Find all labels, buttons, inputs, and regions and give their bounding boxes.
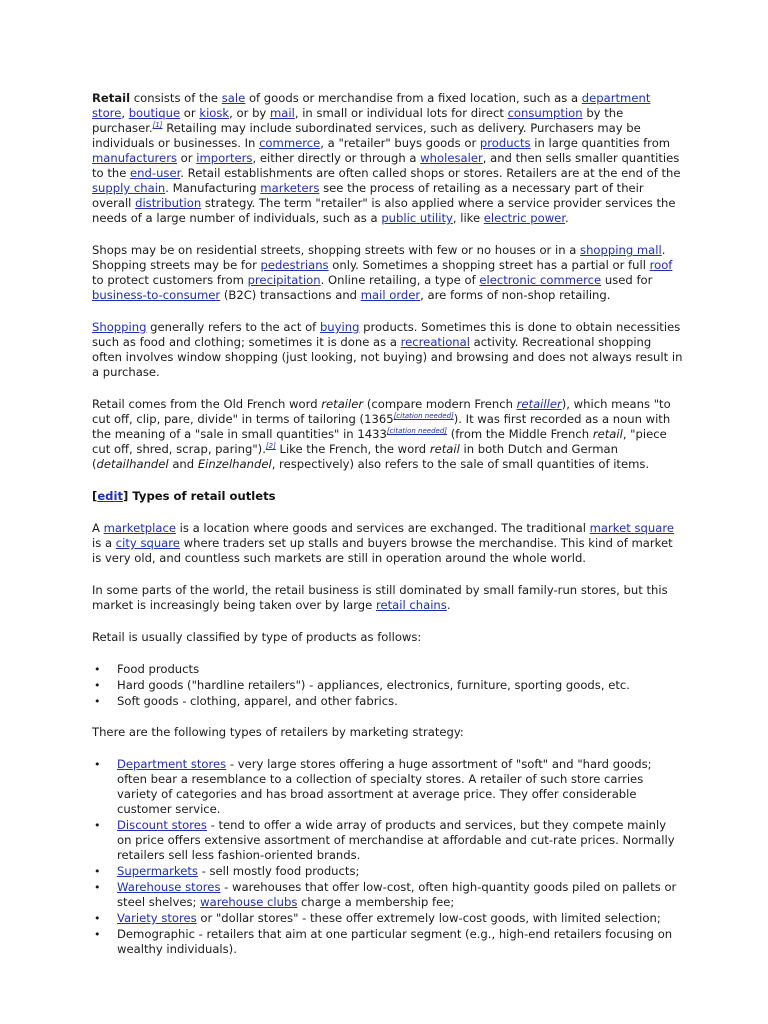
list-item-text: - very large stores offering a huge assortment of "soft" and "hard goods; often bear a resemblance to a collection of specialty stores. A retailer of such store carries variety of categories and has broad assortment at average price. They offer considerable customer service. [117,757,652,816]
text: or [180,106,200,120]
link-department-store[interactable]: department store [92,91,651,120]
link-precipitation[interactable]: precipitation [247,273,321,287]
link-wholesaler[interactable]: wholesaler [420,151,483,165]
paragraph-shops [92,243,684,303]
text: by the purchaser. [92,106,624,135]
text: Retailing may include subordinated services, such as delivery. Purchasers may be individuals or businesses. In [92,121,641,150]
text: . Shopping streets may be for [92,243,666,272]
link-retailler[interactable]: retailler [516,397,562,411]
text: of goods or merchandise from a fixed location, such as a [245,91,582,105]
bracket-close: ] [123,489,129,503]
bullet-icon: • [94,819,101,832]
link-variety-stores[interactable]: Variety stores [117,911,197,925]
list-item-text: Soft goods - clothing, apparel, and other fabrics. [117,694,398,708]
bullet-icon: • [94,865,101,878]
text: used for [601,273,653,287]
text: . [565,211,569,225]
text: . Online retailing, a type of [320,273,480,287]
link-discount-stores[interactable]: Discount stores [117,818,207,832]
text: (B2C) transactions and [220,288,361,302]
link-manufacturers[interactable]: manufacturers [92,151,177,165]
paragraph-retail-chains [92,583,684,613]
text: A [92,521,104,535]
link-end-user[interactable]: end-user [130,166,181,180]
bullet-icon: • [94,663,101,676]
text: , a "retailer" buys goods or [320,136,480,150]
list-item-text: charge a membership fee; [297,895,455,909]
link-supermarkets[interactable]: Supermarkets [117,864,198,878]
list-item-text: Demographic - retailers that aim at one particular segment (e.g., high-end retailers focusing on wealthy individuals). [117,927,673,956]
link-buying[interactable]: buying [319,320,360,334]
link-shopping[interactable]: Shopping [92,320,147,334]
link-boutique[interactable]: boutique [128,106,181,120]
bracket-open: [ [92,489,98,503]
text: generally refers to the act of [146,320,320,334]
reference-2 [266,442,276,450]
text: (from the Middle French [447,427,593,441]
text: in both Dutch and German ( [92,442,618,471]
paragraph-strategy-intro: There are the following types of retailers by marketing strategy: [92,725,464,739]
text: in large quantities from [530,136,671,150]
text: activity. Recreational shopping often involves window shopping (just looking, not buying) and browsing and does not always result in a purchase. [92,335,683,379]
text: or [177,151,197,165]
reference-1 [153,121,163,129]
link-marketers[interactable]: marketers [260,181,320,195]
text: , in small or individual lots for direct [294,106,508,120]
bullet-icon: • [94,912,101,925]
term-detailhandel: detailhandel [96,457,169,471]
list-item [92,757,684,817]
text: . Manufacturing [165,181,261,195]
term-retail: Retail [92,91,131,105]
text: , like [452,211,484,225]
list-item [92,880,684,910]
list-item-text: - tend to offer a wide array of products and services, but they compete mainly on price offers extensive assortment of merchandise at affordable and cut-rate prices. Normally retailers sell less fashion-oriented brands. [117,818,675,862]
list-item [92,678,684,693]
edit-link[interactable]: edit [97,489,123,503]
list-item [92,662,684,677]
text: and [168,457,198,471]
list-item [92,927,684,957]
text: see the process of retailing as a necessary part of their overall [92,181,644,210]
link-commerce[interactable]: commerce [259,136,321,150]
link-distribution[interactable]: distribution [135,196,202,210]
text: strategy. The term "retailer" is also applied where a service provider services the needs of a large number of individuals, such as a [92,196,676,225]
text: to protect customers from [92,273,248,287]
link-pedestrians[interactable]: pedestrians [260,258,329,272]
link-importers[interactable]: importers [196,151,253,165]
text: , either directly or through a [252,151,421,165]
reference-link-1[interactable]: [1] [152,121,163,129]
bullet-icon: • [94,928,101,941]
list-item-text: or "dollar stores" - these offer extremely low-cost goods, with limited selection; [196,911,661,925]
text: consists of the [130,91,222,105]
reference-link-2[interactable]: [2] [265,442,276,450]
text: . Retail establishments are often called shops or stores. Retailers are at the end of the [180,166,681,180]
text: products. Sometimes this is done to obtain necessities such as food and clothing; sometimes it is done as a [92,320,681,349]
citation-needed-2 [387,427,447,435]
link-mail-order[interactable]: mail order [360,288,421,302]
text: , and then sells smaller quantities to the [92,151,680,180]
article-body [92,91,684,973]
text: , or by [229,106,270,120]
citation-needed-1 [394,412,454,420]
bullet-icon: • [94,881,101,894]
link-consumption[interactable]: consumption [507,106,583,120]
link-supply-chain[interactable]: supply chain [92,181,166,195]
link-products[interactable]: products [479,136,531,150]
product-type-list [92,662,684,709]
paragraph-intro [92,91,684,226]
text: , are forms of non-shop retailing. [420,288,611,302]
strategy-list [92,757,684,957]
list-item-text: - sell mostly food products; [197,864,360,878]
list-item [92,818,684,863]
text: ), which means "to cut off, clip, pare, divide" in terms of tailoring (1365 [92,397,671,426]
section-title: Types of retail outlets [128,489,276,503]
text: Retail comes from the Old French word [92,397,322,411]
link-market-square[interactable]: market square [589,521,674,535]
citation-needed-link-1[interactable]: [citation needed] [393,412,454,420]
link-department-stores[interactable]: Department stores [117,757,227,771]
bullet-icon: • [94,695,101,708]
text: is a location where goods and services are exchanged. The traditional [175,521,590,535]
link-recreational[interactable]: recreational [400,335,470,349]
text: only. Sometimes a shopping street has a partial or full [328,258,650,272]
link-public-utility[interactable]: public utility [381,211,453,225]
term-retail-2: retail [429,442,460,456]
citation-needed-link-2[interactable]: [citation needed] [386,427,448,435]
paragraph-classification: Retail is usually classified by type of products as follows: [92,630,422,644]
text: In some parts of the world, the retail business is still dominated by small family-run stores, but this market is increasingly being taken over by large [92,583,668,612]
link-shopping-mall[interactable]: shopping mall [580,243,662,257]
link-retail-chains[interactable]: retail chains [375,598,447,612]
text: is a [92,536,116,550]
paragraph-etymology [92,397,684,472]
link-mail[interactable]: mail [269,106,295,120]
term-retailer: retailer [321,397,364,411]
link-warehouse-clubs[interactable]: warehouse clubs [200,895,298,909]
list-item [92,864,684,879]
term-einzelhandel: Einzelhandel [197,457,272,471]
link-city-square[interactable]: city square [115,536,180,550]
text: , respectively) also refers to the sale of small quantities of items. [271,457,650,471]
link-warehouse-stores[interactable]: Warehouse stores [117,880,221,894]
term-retail: retail [592,427,623,441]
list-item-text: Hard goods ("hardline retailers") - appliances, electronics, furniture, sporting goods, etc. [117,678,630,692]
list-item [92,694,684,709]
bullet-icon: • [94,758,101,771]
link-electronic-commerce[interactable]: electronic commerce [479,273,602,287]
link-electric-power[interactable]: electric power [483,211,566,225]
paragraph-marketplace [92,521,684,566]
text: , [121,106,129,120]
link-roof[interactable]: roof [649,258,673,272]
text: Shops may be on residential streets, shopping streets with few or no houses or in a [92,243,581,257]
paragraph-shopping [92,320,684,380]
bullet-icon: • [94,679,101,692]
text: , "piece cut off, shred, scrap, paring"). [92,427,667,456]
section-heading [92,489,684,504]
list-item-text: Food products [117,662,200,676]
text: where traders set up stalls and buyers browse the merchandise. This kind of market is very old, and countless such markets are still in operation around the whole world. [92,536,673,565]
list-item [92,911,684,926]
text: . [446,598,451,612]
list-item-text: - warehouses that offer low-cost, often high-quantity goods piled on pallets or steel shelves; [117,880,677,909]
text: Like the French, the word [275,442,430,456]
link-kiosk[interactable]: kiosk [199,106,230,120]
text: (compare modern French [363,397,517,411]
link-sale[interactable]: sale [221,91,246,105]
link-marketplace[interactable]: marketplace [103,521,176,535]
link-business-to-consumer[interactable]: business-to-consumer [92,288,221,302]
text: ). It was first recorded as a noun with the meaning of a "sale in small quantities" in 1433 [92,412,671,441]
